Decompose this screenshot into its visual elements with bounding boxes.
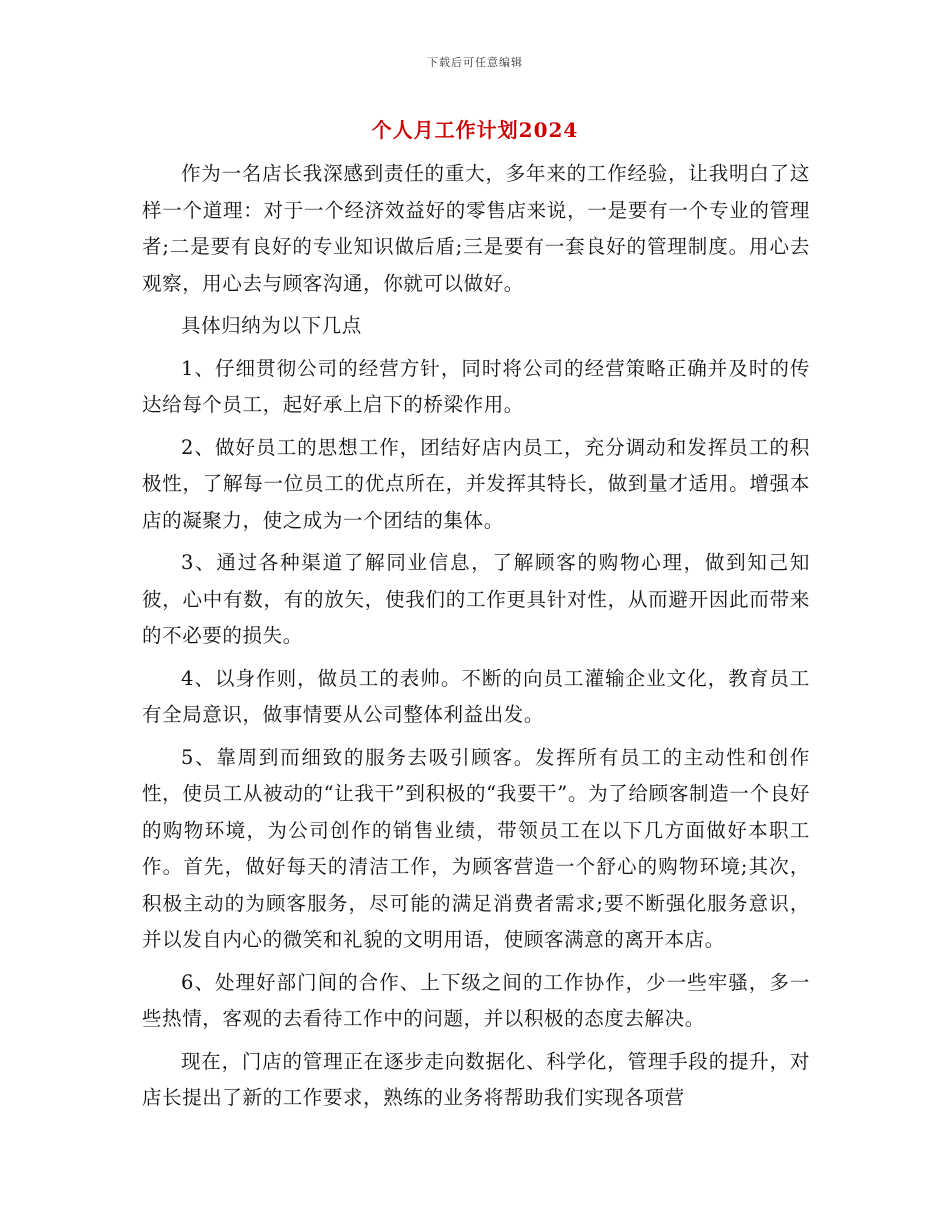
paragraph-intro: 作为一名店长我深感到责任的重大，多年来的工作经验，让我明白了这样一个道理：对于一个经济效益好的零售店来说，一是要有一个专业的管理者;二是要有良好的专业知识做后盾;三是要有一套良好的管理制度。用心去观察，用心去与顾客沟通，你就可以做好。 bbox=[142, 162, 810, 295]
paragraph-point-2: 2、做好员工的思想工作，团结好店内员工，充分调动和发挥员工的积极性，了解每一位员工的优点所在，并发挥其特长，做到量才适用。增强本店的凝聚力，使之成为一个团结的集体。 bbox=[142, 435, 810, 532]
paragraph-point-1: 1、仔细贯彻公司的经营方针，同时将公司的经营策略正确并及时的传达给每个员工，起好承上启下的桥梁作用。 bbox=[142, 356, 810, 416]
header-note: 下载后可任意编辑 bbox=[427, 56, 523, 69]
paragraph-summary-heading: 具体归纳为以下几点 bbox=[181, 314, 362, 337]
paragraph-point-4: 4、以身作则，做员工的表帅。不断的向员工灌输企业文化，教育员工有全局意识，做事情要从公司整体利益出发。 bbox=[142, 666, 810, 726]
paragraph-point-5: 5、靠周到而细致的服务去吸引顾客。发挥所有员工的主动性和创作性，使员工从被动的“让我干”到积极的“我要干”。为了给顾客制造一个良好的购物环境，为公司创作的销售业绩，带领员工在以下几方面做好本职工作。首先，做好每天的清洁工作，为顾客营造一个舒心的购物环境;其次，积极主动的为顾客服务，尽可能的满足消费者需求;要不断强化服务意识，并以发自内心的微笑和礼貌的文明用语，使顾客满意的离开本店。 bbox=[142, 745, 810, 951]
paragraph-point-3: 3、通过各种渠道了解同业信息，了解顾客的购物心理，做到知己知彼，心中有数，有的放矢，使我们的工作更具针对性，从而避开因此而带来的不必要的损失。 bbox=[142, 551, 810, 647]
paragraph-conclusion: 现在，门店的管理正在逐步走向数据化、科学化，管理手段的提升，对店长提出了新的工作要求，熟练的业务将帮助我们实现各项营 bbox=[142, 1049, 810, 1109]
document-body bbox=[142, 156, 810, 1123]
document-title: 个人月工作计划2024 bbox=[371, 118, 579, 142]
paragraph-point-6: 6、处理好部门间的合作、上下级之间的工作协作，少一些牢骚，多一些热情，客观的去看待工作中的问题，并以积极的态度去解决。 bbox=[142, 970, 810, 1030]
